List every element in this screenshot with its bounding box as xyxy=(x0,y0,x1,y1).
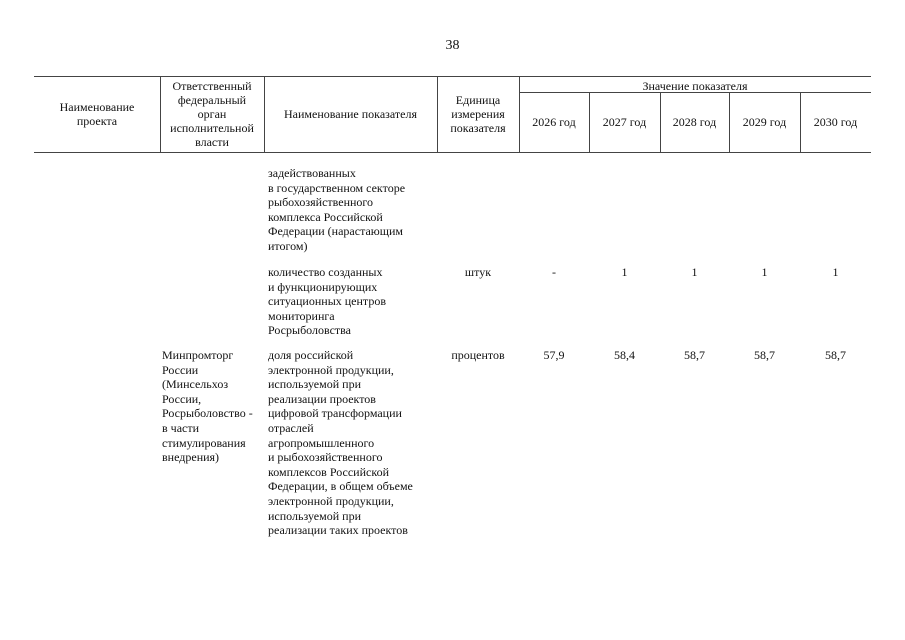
row-2-unit: штук xyxy=(464,265,492,279)
row-3-value-2026: 57,9 xyxy=(543,348,565,362)
row-3-value-2029: 58,7 xyxy=(754,348,775,362)
row-2-indicator: количество созданных и функционирующих ситуационных центров мониторинга Росрыболовства xyxy=(268,265,386,338)
header-year: 2026 год xyxy=(532,115,576,129)
row-3-indicator: доля российской электронной продукции, используемой при реализации проектов цифровой трансформации отраслей агропромышленного и рыбохозяйственного комплексов Российской Федерации, в общем объеме электронной продукции, используемой при реализации таких проектов xyxy=(268,348,413,538)
row-2-value-2027: 1 xyxy=(621,265,628,279)
header-indicator-name: Наименование показателя xyxy=(284,107,417,121)
header-year: 2027 год xyxy=(602,115,647,129)
row-2-value-2026: - xyxy=(552,265,556,279)
row-2-value-2029: 1 xyxy=(761,265,768,279)
header-value-group: Значение показателя xyxy=(642,79,748,93)
header-project-name: Наименование проекта xyxy=(59,100,135,128)
header-year: 2030 год xyxy=(813,115,858,129)
page-number: 38 xyxy=(445,38,460,53)
row-2-value-2030: 1 xyxy=(832,265,839,279)
header-responsible-body: Ответственный федеральный орган исполнительной власти xyxy=(170,79,254,149)
table-header-bottom-border xyxy=(34,152,871,153)
row-3-responsible: Минпромторг России (Минсельхоз России, Росрыболовство - в части стимулирования внедрения) xyxy=(162,348,253,465)
row-3-unit: процентов xyxy=(451,348,505,362)
row-1-indicator: задействованных в государственном секторе рыбохозяйственного комплекса Российской Федерации (нарастающим итогом) xyxy=(268,166,406,253)
row-3-value-2027: 58,4 xyxy=(614,348,635,362)
row-3-value-2030: 58,7 xyxy=(825,348,846,362)
row-2-value-2028: 1 xyxy=(691,265,698,279)
header-unit: Единица измерения показателя xyxy=(450,93,506,135)
row-3-value-2028: 58,7 xyxy=(684,348,705,362)
header-year: 2028 год xyxy=(672,115,717,129)
header-year: 2029 год xyxy=(742,115,787,129)
